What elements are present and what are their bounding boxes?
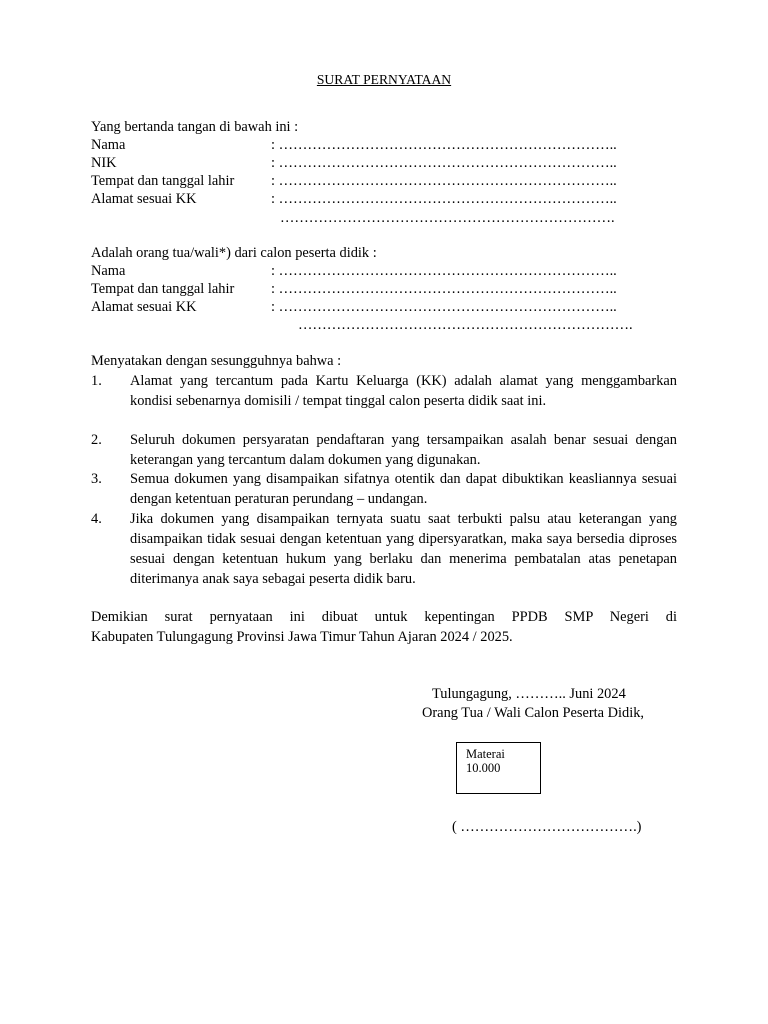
signer-nik-label: NIK <box>91 155 117 171</box>
stamp-box <box>456 742 541 794</box>
signer-role: Orang Tua / Wali Calon Peserta Didik, <box>422 705 645 721</box>
student-name-label: Nama <box>91 263 126 279</box>
student-address-continuation: ……………………………………………………………. <box>298 317 633 333</box>
item-number: 2. <box>91 432 102 448</box>
place-date: Tulungagung, ……….. Juni 2024 <box>432 686 626 702</box>
signer-address-field: : …………………………………………………………….. <box>271 191 617 207</box>
signer-address-label: Alamat sesuai KK <box>91 191 197 207</box>
signer-name-field: : …………………………………………………………….. <box>271 137 617 153</box>
statement-item: Alamat yang tercantum pada Kartu Keluarga (KK) adalah alamat yang menggambarkan kondisi sebenarnya domisili / tempat tinggal calon peserta didik saat ini. <box>130 373 677 409</box>
student-birth-field: : …………………………………………………………….. <box>271 281 617 297</box>
signer-name-label: Nama <box>91 137 126 153</box>
stamp-label: Materai <box>466 747 505 761</box>
closing-line-2: Kabupaten Tulungagung Provinsi Jawa Timur Tahun Ajaran 2024 / 2025. <box>91 629 513 645</box>
student-address-label: Alamat sesuai KK <box>91 299 197 315</box>
statement-item: Semua dokumen yang disampaikan sifatnya otentik dan dapat dibuktikan keasliannya sesuai dengan ketentuan peraturan perundang – undangan. <box>130 471 677 507</box>
item-number: 4. <box>91 511 102 527</box>
signer-nik-field: : …………………………………………………………….. <box>271 155 617 171</box>
signer-birth-field: : …………………………………………………………….. <box>271 173 617 189</box>
signer-birth-label: Tempat dan tanggal lahir <box>91 173 235 189</box>
statement-item: Seluruh dokumen persyaratan pendaftaran yang tersampaikan asalah benar sesuai dengan keterangan yang tercantum dalam dokumen yang digunakan. <box>130 432 677 468</box>
signer-intro: Yang bertanda tangan di bawah ini : <box>91 119 299 135</box>
student-name-field: : …………………………………………………………….. <box>271 263 617 279</box>
item-number: 1. <box>91 373 102 389</box>
student-birth-label: Tempat dan tanggal lahir <box>91 281 235 297</box>
stamp-value: 10.000 <box>466 761 501 775</box>
statement-item: Jika dokumen yang disampaikan ternyata suatu saat terbukti palsu atau keterangan yang disampaikan tidak sesuai dengan ketentuan yang dipersyaratkan, maka saya bersedia diproses sesuai dengan ketentuan hukum yang berlaku dan menerima pembatalan atas penetapan diterimanya anak saya sebagai peserta didik baru. <box>130 511 677 587</box>
document-title: SURAT PERNYATAAN <box>316 72 452 87</box>
closing-paragraph <box>91 607 677 647</box>
statement-intro: Menyatakan dengan sesungguhnya bahwa : <box>91 353 342 369</box>
item-number: 3. <box>91 471 102 487</box>
signature-name-placeholder: ( ……………………………….) <box>452 819 642 835</box>
student-intro: Adalah orang tua/wali*) dari calon peserta didik : <box>91 245 377 261</box>
student-address-field: : …………………………………………………………….. <box>271 299 617 315</box>
signer-address-continuation: ……………………………………………………………. <box>280 210 615 226</box>
closing-line-1: Demikian surat pernyataan ini dibuat untuk kepentingan PPDB SMP Negeri di <box>91 609 677 625</box>
